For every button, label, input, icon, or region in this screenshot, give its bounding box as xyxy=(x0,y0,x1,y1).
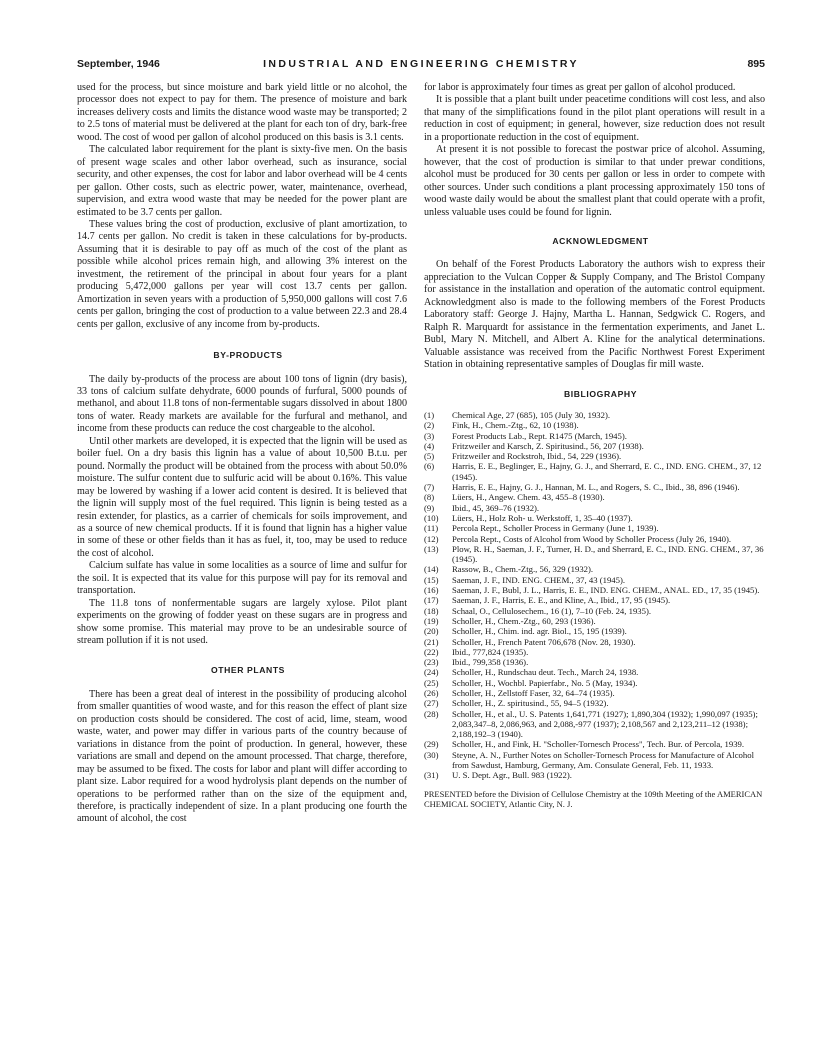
reference-text: Plow, R. H., Saeman, J. F., Turner, H. D., and Sherrard, E. C., IND. ENG. CHEM., 37, 36 (1945). xyxy=(452,543,764,565)
paragraph: At present it is not possible to forecast the postwar price of alcohol. Assuming, however, that the cost of production is similar to that under prewar conditions, alcohol must be produced for 30 cents per gallon or less in order to compete with other sources. Under such conditions a plant processing approximately 150 tons of wood waste daily would be about the smallest plant that could operate with a profit, unless valuable uses could be found for lignin. xyxy=(424,144,765,218)
bibliography-entry xyxy=(424,482,765,492)
paragraph: Calcium sulfate has value in some localities as a source of lime and sulfur for the soil. It is expected that its value for this purpose will pay for its removal and transportation. xyxy=(77,560,407,597)
bibliography-list xyxy=(424,410,765,781)
reference-number: (19) xyxy=(424,615,439,626)
bibliography-entry xyxy=(424,492,765,502)
running-header xyxy=(77,58,765,74)
bibliography-entry xyxy=(424,739,765,749)
paragraph: used for the process, but since moisture and bark yield little or no alcohol, the processor does not expect to pay for them. The presence of moisture and bark increases delivery costs and limits the distance wood waste may be transported; 2 to 2.5 tons of material must be delivered at the plant for each ton of dry, bark-free wood. The cost of wood per gallon of alcohol produced on this basis is 3.1 cents. xyxy=(77,82,407,143)
reference-text: Harris, E. E., Beglinger, E., Hajny, G. J., and Sherrard, E. C., IND. ENG. CHEM., 37, 12 (1945). xyxy=(452,461,762,482)
reference-text: Fritzweiler and Rockstroh, Ibid., 54, 229 (1936). xyxy=(452,451,622,462)
reference-text: Steyne, A. N., Further Notes on Scholler-Tornesch Process for Manufacture of Alcohol from Sawdust, Hamburg, Germany, Am. Consulate General, Feb. 11, 1933. xyxy=(452,749,755,771)
reference-number: (16) xyxy=(424,585,439,596)
reference-text: Harris, E. E., Hajny, G. J., Hannan, M. L., and Rogers, S. C., Ibid., 38, 896 (1946). xyxy=(452,482,740,493)
page-number: 895 xyxy=(747,58,765,70)
bibliography-entry xyxy=(424,585,765,595)
bibliography-entry xyxy=(424,441,765,451)
reference-text: Scholler, H., et al., U. S. Patents 1,641,771 (1927); 1,890,304 (1932); 1,990,097 (1935); 2,083,347–8, 2,086,963, and 2,088,-977 (1937); 2,108,567 and 2,123,211–12 (1938); 2,188,192–3 (1940). xyxy=(452,708,758,740)
reference-text: U. S. Dept. Agr., Bull. 983 (1922). xyxy=(452,770,572,781)
reference-text: Rassow, B., Chem.-Ztg., 56, 329 (1932). xyxy=(452,564,594,575)
reference-text: Fink, H., Chem.-Ztg., 62, 10 (1938). xyxy=(452,420,579,431)
reference-text: Saeman, J. F., Bubl, J. L., Harris, E. E., IND. ENG. CHEM., ANAL. ED., 17, 35 (1945). xyxy=(452,585,760,596)
bibliography-entry xyxy=(424,678,765,688)
journal-title: INDUSTRIAL AND ENGINEERING CHEMISTRY xyxy=(263,58,579,70)
reference-text: Scholler, H., Rundschau deut. Tech., March 24, 1938. xyxy=(452,667,639,678)
reference-number: (6) xyxy=(424,461,435,472)
bibliography-entry xyxy=(424,750,765,771)
bibliography-entry xyxy=(424,534,765,544)
section-heading-other-plants: OTHER PLANTS xyxy=(210,665,286,676)
bibliography-entry xyxy=(424,410,765,420)
reference-number: (15) xyxy=(424,574,439,585)
bibliography-entry xyxy=(424,667,765,677)
reference-number: (4) xyxy=(424,440,435,451)
reference-number: (14) xyxy=(424,564,439,575)
reference-number: (30) xyxy=(424,749,439,760)
bibliography-entry xyxy=(424,647,765,657)
bibliography-entry xyxy=(424,451,765,461)
reference-number: (12) xyxy=(424,533,439,544)
bibliography-entry xyxy=(424,657,765,667)
reference-number: (5) xyxy=(424,451,435,462)
section-heading-bibliography: BIBLIOGRAPHY xyxy=(563,388,638,399)
bibliography-entry xyxy=(424,544,765,565)
bibliography-entry xyxy=(424,513,765,523)
reference-text: Scholler, H., and Fink, H. "Scholler-Tornesch Process", Tech. Bur. of Percola, 1939. xyxy=(452,739,745,750)
reference-text: Scholler, H., Z. spiritusind., 55, 94–5 (1932). xyxy=(452,698,609,709)
bibliography-entry xyxy=(424,698,765,708)
paragraph: for labor is approximately four times as great per gallon of alcohol produced. xyxy=(424,82,736,93)
reference-number: (18) xyxy=(424,605,439,616)
reference-number: (24) xyxy=(424,667,439,678)
reference-text: Scholler, H., Chem.-Ztg., 60, 293 (1936). xyxy=(452,615,596,626)
reference-number: (3) xyxy=(424,430,435,441)
bibliography-entry xyxy=(424,709,765,740)
reference-number: (31) xyxy=(424,770,439,781)
bibliography-entry xyxy=(424,523,765,533)
reference-text: Schaal, O., Cellulosechem., 16 (1), 7–10 (Feb. 24, 1935). xyxy=(452,605,652,616)
reference-text: Percola Rept., Scholler Process in Germany (June 1, 1939). xyxy=(452,523,659,534)
reference-number: (25) xyxy=(424,677,439,688)
reference-number: (17) xyxy=(424,595,439,606)
reference-text: Ibid., 799,358 (1936). xyxy=(452,657,529,668)
paragraph: There has been a great deal of interest in the possibility of producing alcohol from smaller quantities of wood waste, and for this reason the effect of plant size on production costs should be considered. The cost of acid, lime, steam, wood waste, water, and power may differ in various parts of the country because of variations in distance from the point of production. In general, however, these variations are small and depend on the amount processed. That charge, therefore, may be assumed to be fixed. The costs for labor and plant will differ according to plant size. Labor required for a wood hydrolysis plant depends on the number of operations to be performed rather than on the size of the equipment and, therefore, is practically independent of size. In a plant producing one fourth the amount of alcohol, the cost xyxy=(77,688,407,825)
reference-number: (2) xyxy=(424,420,435,431)
reference-number: (9) xyxy=(424,502,435,513)
reference-text: Ibid., 45, 369–76 (1932). xyxy=(452,502,540,513)
section-heading-acknowledgment: ACKNOWLEDGMENT xyxy=(552,235,649,246)
bibliography-entry xyxy=(424,564,765,574)
reference-number: (23) xyxy=(424,657,439,668)
reference-text: Scholler, H., Chim. ind. agr. Biol., 15, 195 (1939). xyxy=(452,626,627,637)
bibliography-entry xyxy=(424,688,765,698)
paragraph: It is possible that a plant built under peacetime conditions will cost less, and also that many of the simplifications found in the pilot plant operations will result in a reduction in cost of equipment; in general, however, size reduction does not result in a proportionate reduction in the cost of equipment. xyxy=(424,94,765,143)
reference-text: Saeman, J. F., IND. ENG. CHEM., 37, 43 (1945). xyxy=(452,574,626,585)
bibliography-entry xyxy=(424,431,765,441)
bibliography-entry xyxy=(424,616,765,626)
reference-text: Ibid., 777,824 (1935). xyxy=(452,646,529,657)
bibliography-entry xyxy=(424,575,765,585)
reference-text: Fritzweiler and Karsch, Z. Spiritusind., 56, 207 (1938). xyxy=(452,440,644,451)
paragraph: Until other markets are developed, it is expected that the lignin will be used as boiler fuel. On a dry basis this lignin has a value of about 10,500 B.t.u. per pound. Normally the product will be obtained from the process with about 50.0% moisture. The sulfur content due to sulfuric acid will be about 0.16%. This value may be lowered by washing if a lower acid content is desired. It is believed that the lignin will supply most of the fuel required. This lignin is being tested as a resin extender, for plastics, as a carrier of chemicals for soils improvement, and as a source of new chemical products. If it is found that lignin has a higher value in some of these or other fields than it has as fuel, it, too, may be used to reduce the cost of alcohol. xyxy=(77,435,407,559)
issue-date: September, 1946 xyxy=(77,58,160,70)
section-heading-by-products: BY-PRODUCTS xyxy=(213,350,283,361)
reference-number: (20) xyxy=(424,626,439,637)
reference-number: (11) xyxy=(424,523,439,534)
reference-text: Forest Products Lab., Rept. R1475 (March, 1945). xyxy=(452,430,627,441)
bibliography-entry xyxy=(424,503,765,513)
bibliography-entry xyxy=(424,595,765,605)
bibliography-entry xyxy=(424,606,765,616)
reference-text: Scholler, H., Wochbl. Papierfabr., No. 5 (May, 1934). xyxy=(452,677,638,688)
reference-text: Lüers, H., Angew. Chem. 43, 455–8 (1930). xyxy=(452,492,605,503)
reference-number: (26) xyxy=(424,687,439,698)
paragraph: These values bring the cost of production, exclusive of plant amortization, to 14.7 cents per gallon. No credit is taken in these calculations for by-products. Assuming that it is desirable to pay off as much of the cost of the plant as possible while alcohol prices remain high, and allowing 3% interest on the investment, the retirement of the principal in about four years for a plant producing 5,472,000 gallons per year will cost 13.7 cents per gallon. Amortization in seven years with a production of 5,950,000 gallons will cost 7.6 cents per gallon, bringing the cost of production to a value between 22.3 and 28.4 cents per gallon, exclusive of any income from by-products. xyxy=(77,218,407,330)
paragraph: The calculated labor requirement for the plant is sixty-five men. On the basis of present wage scales and other labor overhead, such as insurance, social security, and other expenses, the cost for labor and labor overhead will be 4 cents per gallon. Other costs, such as electric power, water, maintenance, overhead, supervision, and extra wood waste that may be needed for the power plant are estimated to be 3.7 cents per gallon. xyxy=(77,144,407,218)
reference-text: Scholler, H., French Patent 706,678 (Nov. 28, 1930). xyxy=(452,636,636,647)
reference-text: Chemical Age, 27 (685), 105 (July 30, 1932). xyxy=(452,409,611,420)
reference-number: (13) xyxy=(424,543,439,554)
reference-number: (21) xyxy=(424,636,439,647)
paragraph: On behalf of the Forest Products Laboratory the authors wish to express their appreciation to the Vulcan Copper & Supply Company, and The Bristol Company for assistance in the installation and operation of the automatic control equipment. Acknowledgment also is made to the following members of the Forest Products Laboratory staff: George J. Hajny, Martha L. Hannan, Sedgwick C. Rogers, and Ralph R. Marquardt for assistance in the fermentation experiments, and Janet L. Bubl, Mary N. Mitchell, and Albert A. Kline for the analytical determinations. Valuable assistance was received from the Pacific Northwest Forest Experiment Station in obtaining representative samples of Douglas fir mill waste. xyxy=(424,259,765,371)
reference-number: (27) xyxy=(424,698,439,709)
right-column xyxy=(424,82,765,810)
bibliography-entry xyxy=(424,637,765,647)
reference-text: Saeman, J. F., Harris, E. E., and Kline, A., Ibid., 17, 95 (1945). xyxy=(452,595,671,606)
reference-number: (8) xyxy=(424,492,435,503)
bibliography-entry xyxy=(424,420,765,430)
reference-text: Scholler, H., Zellstoff Faser, 32, 64–74 (1935). xyxy=(452,687,615,698)
reference-number: (22) xyxy=(424,646,439,657)
paragraph: The daily by-products of the process are about 100 tons of lignin (dry basis), 33 tons of calcium sulfate dehydrate, 6000 pounds of furfural, 5000 pounds of methanol, and about 11.8 tons of non-fermentable sugars dissolved in about 1800 tons of water. Ready markets are available for the furfural and methanol, and income from these products can reduce the cost chargeable to the alcohol. xyxy=(77,373,407,435)
reference-text: Percola Rept., Costs of Alcohol from Wood by Scholler Process (July 26, 1940). xyxy=(452,533,732,544)
paragraph: The 11.8 tons of nonfermentable sugars are largely xylose. Pilot plant experiments on the growing of fodder yeast on these sugars are in progress and show some promise. This material may prove to be an undesirable source of stream pollution if it is not used. xyxy=(77,597,407,647)
reference-number: (7) xyxy=(424,482,435,493)
bibliography-entry xyxy=(424,461,765,482)
reference-number: (28) xyxy=(424,708,439,719)
presentation-footnote: PRESENTED before the Division of Cellulose Chemistry at the 109th Meeting of the AMERICAN CHEMICAL SOCIETY, Atlantic City, N. J. xyxy=(424,788,763,810)
left-column xyxy=(77,82,407,826)
bibliography-entry xyxy=(424,770,765,780)
reference-number: (1) xyxy=(424,409,435,420)
reference-text: Lüers, H., Holz Roh- u. Werkstoff, 1, 35–40 (1937). xyxy=(452,512,633,523)
reference-number: (29) xyxy=(424,739,439,750)
bibliography-entry xyxy=(424,626,765,636)
reference-number: (10) xyxy=(424,512,439,523)
